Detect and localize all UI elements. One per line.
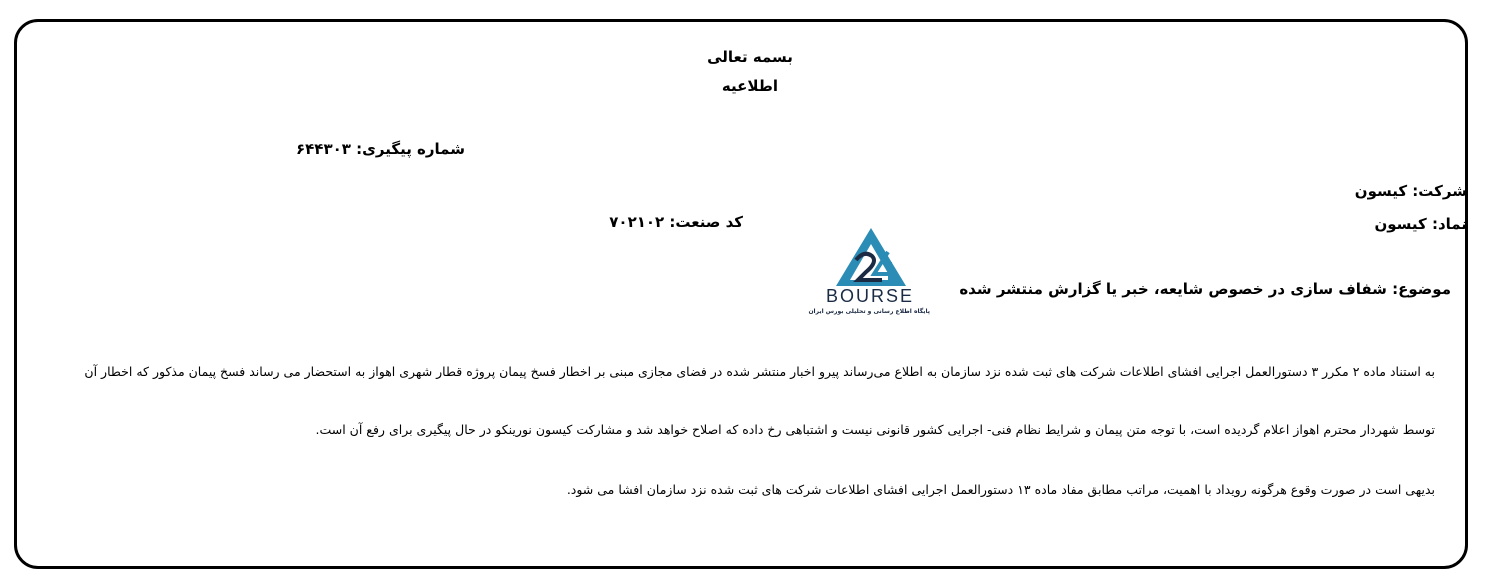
industry-code: کد صنعت: ۷۰۲۱۰۲ bbox=[609, 213, 743, 231]
company-name: شرکت: کیسون bbox=[1354, 182, 1467, 200]
body-paragraph-1: به استناد ماده ۲ مکرر ۳ دستورالعمل اجرایی افشای اطلاعات شرکت های ثبت شده نزد سازمان به اطلاع می‌رساند پیرو اخبار منتشر شده در فضای مجازی مبنی بر اخطار فسخ پیمان پروژه قطار شهری اهواز به استحضار می رساند فسخ پیمان مذکور که اخطار آن bbox=[84, 364, 1435, 379]
bourse24-logo-icon bbox=[808, 222, 930, 322]
tracking-number: شماره پیگیری: ۶۴۴۳۰۳ bbox=[296, 140, 465, 158]
header-title: بسمه تعالی bbox=[707, 48, 793, 66]
logo-tagline: پایگاه اطلاع رسانی و تحلیلی بورس ایران bbox=[808, 308, 930, 315]
notice-title: اطلاعیه bbox=[721, 77, 779, 95]
company-symbol: نماد: کیسون bbox=[1374, 215, 1467, 233]
subject-line: موضوع: شفاف سازی در خصوص شایعه، خبر یا گزارش منتشر شده bbox=[959, 280, 1451, 298]
body-paragraph-3: بدیهی است در صورت وقوع هرگونه رویداد با اهمیت، مراتب مطابق مفاد ماده ۱۳ دستورالعمل اجرایی افشای اطلاعات شرکت های ثبت شده نزد سازمان افشا می شود. bbox=[566, 482, 1435, 497]
body-paragraph-2: توسط شهردار محترم اهواز اعلام گردیده است، با توجه متن پیمان و شرایط نظام فنی- اجرایی کشور قانونی نیست و اشتباهی رخ داده که اصلاح خواهد شد و مشارکت کیسون نورینکو در حال پیگیری برای رفع آن است. bbox=[315, 422, 1435, 437]
logo-word: BOURSE bbox=[825, 286, 915, 306]
